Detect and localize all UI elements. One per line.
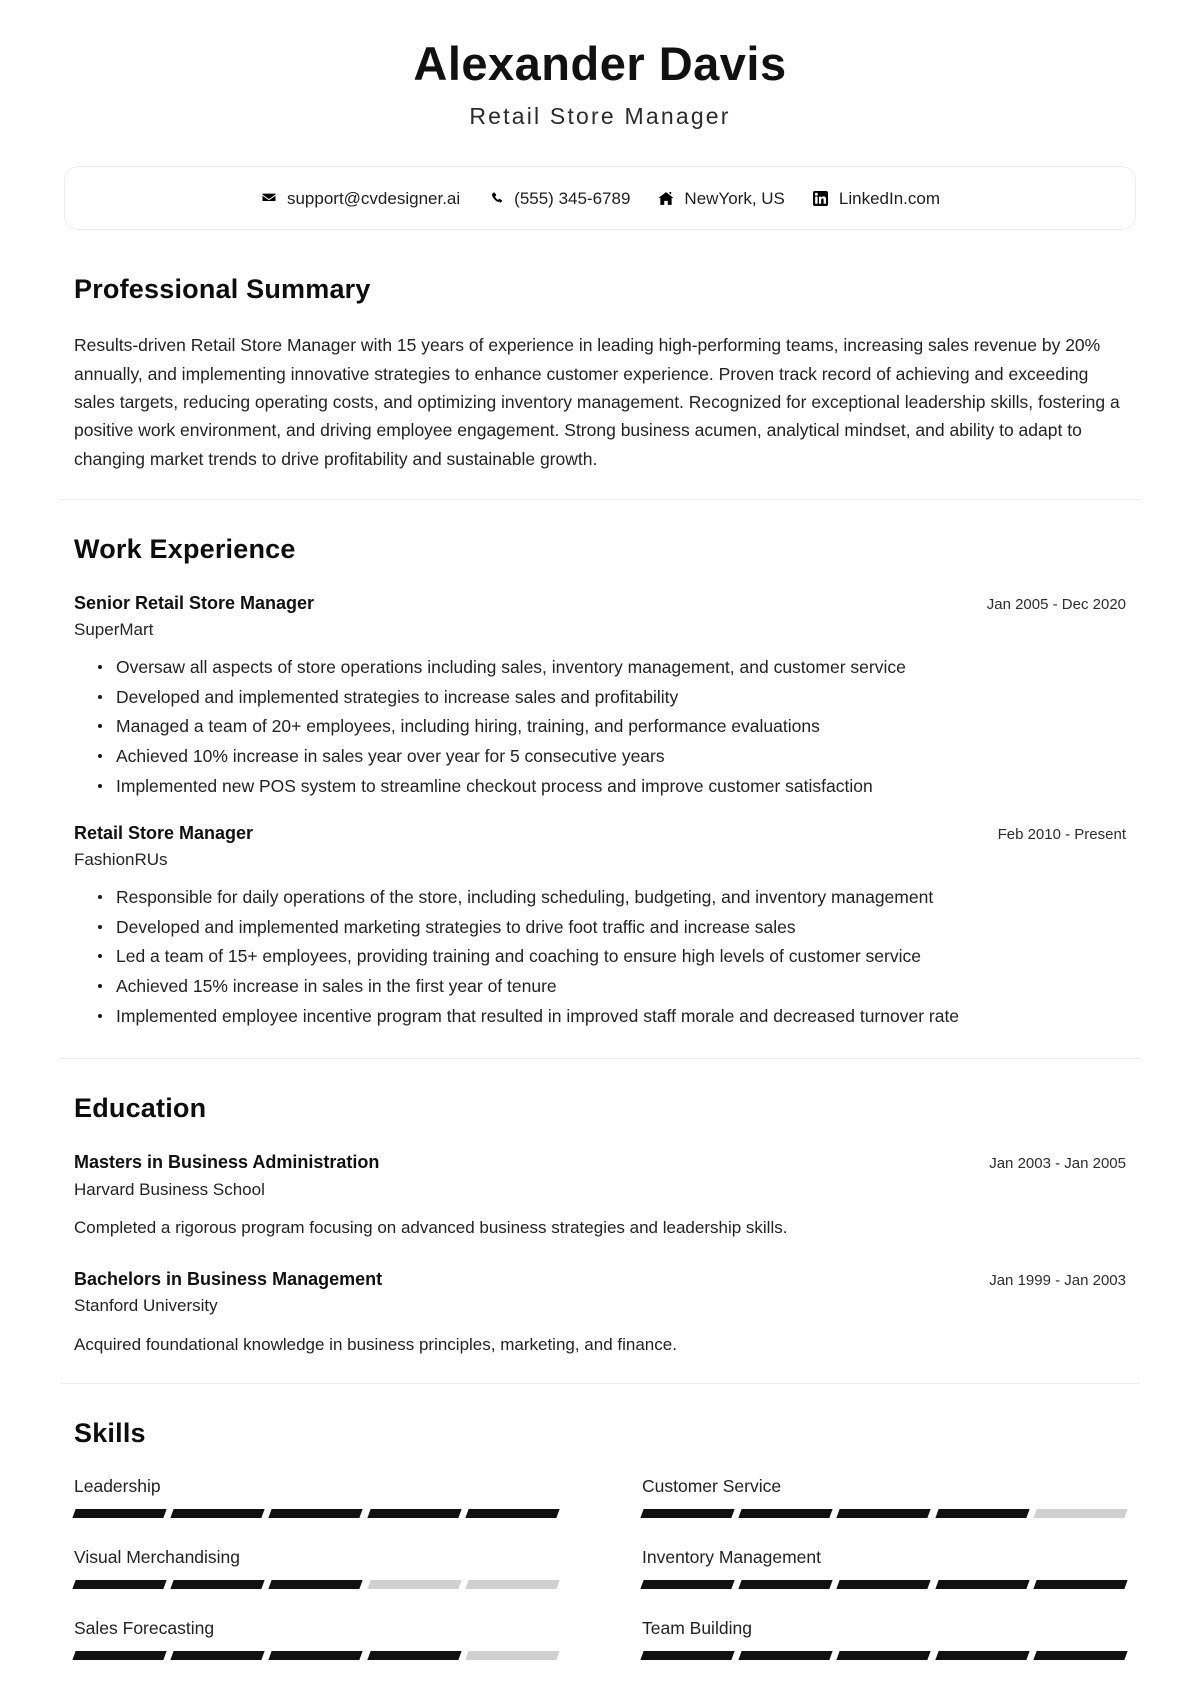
- candidate-job-title: Retail Store Manager: [469, 102, 731, 129]
- education-entry-list: [74, 1150, 1126, 1357]
- skill-item: [642, 1617, 1126, 1660]
- section-professional-summary: [60, 230, 1140, 499]
- skill-segment-filled: [837, 1509, 931, 1518]
- work-entry-role: Retail Store Manager: [74, 823, 254, 844]
- skill-segment-filled: [837, 1580, 931, 1589]
- skill-level-bar: [74, 1651, 558, 1660]
- section-title-work: Work Experience: [74, 533, 296, 564]
- skill-segment-filled: [739, 1651, 833, 1660]
- work-entry-date: Jan 2005 - Dec 2020: [986, 596, 1126, 614]
- work-entry-company: FashionRUs: [74, 850, 168, 870]
- skill-segment-filled: [367, 1509, 461, 1518]
- skill-segment-empty: [465, 1651, 559, 1660]
- skill-name: Visual Merchandising: [74, 1547, 241, 1568]
- section-work-experience: [60, 499, 1140, 1058]
- skill-item: [642, 1475, 1126, 1518]
- skill-name: Sales Forecasting: [74, 1617, 215, 1638]
- skill-segment-filled: [739, 1580, 833, 1589]
- work-bullet-item: Implemented employee incentive program that resulted in improved staff morale and decreased turnover rate: [114, 1003, 1126, 1030]
- contact-email-label: support@cvdesigner.ai: [286, 188, 461, 208]
- linkedin-icon: [812, 189, 830, 207]
- skill-level-bar: [642, 1580, 1126, 1589]
- education-entry-header: [74, 1150, 1126, 1174]
- skill-segment-filled: [739, 1509, 833, 1518]
- phone-icon: [487, 189, 505, 207]
- work-entry: [74, 591, 1126, 799]
- skill-segment-filled: [269, 1580, 363, 1589]
- skill-segment-filled: [72, 1509, 166, 1518]
- work-entry: [74, 821, 1126, 1029]
- skills-grid: [74, 1475, 1126, 1659]
- education-entry-degree: Bachelors in Business Management: [74, 1268, 383, 1289]
- contact-linkedin-label: LinkedIn.com: [838, 188, 941, 208]
- education-entry-header: [74, 1267, 1126, 1291]
- skill-name: Inventory Management: [642, 1547, 821, 1568]
- skill-level-bar: [74, 1509, 558, 1518]
- skill-item: [74, 1475, 558, 1518]
- contact-bar-wrap: [0, 166, 1200, 230]
- skill-segment-filled: [640, 1580, 734, 1589]
- skill-segment-empty: [465, 1580, 559, 1589]
- section-title-skills: Skills: [74, 1418, 146, 1449]
- skill-item: [74, 1546, 558, 1589]
- home-icon: [657, 189, 675, 207]
- education-entry: [74, 1150, 1126, 1241]
- section-title-education: Education: [74, 1093, 207, 1124]
- education-entry: [74, 1267, 1126, 1358]
- education-entry-date: Jan 1999 - Jan 2003: [989, 1271, 1126, 1289]
- work-entry-list: [74, 591, 1126, 1029]
- skill-segment-empty: [367, 1580, 461, 1589]
- work-entry-header: [74, 591, 1126, 615]
- skill-segment-filled: [640, 1651, 734, 1660]
- skill-level-bar: [642, 1509, 1126, 1518]
- work-bullet-item: Led a team of 15+ employees, providing training and coaching to ensure high levels of customer service: [114, 943, 1126, 970]
- skill-segment-filled: [935, 1651, 1029, 1660]
- education-entry-school: Harvard Business School: [74, 1179, 265, 1199]
- skill-segment-filled: [171, 1509, 265, 1518]
- contact-location[interactable]: [657, 189, 784, 207]
- education-entry-description: Completed a rigorous program focusing on advanced business strategies and leadership skills.: [74, 1218, 788, 1238]
- skill-name: Leadership: [74, 1476, 161, 1497]
- skill-segment-filled: [171, 1580, 265, 1589]
- work-entry-date: Feb 2010 - Present: [997, 826, 1126, 844]
- skill-segment-filled: [640, 1509, 734, 1518]
- section-skills: [60, 1383, 1140, 1685]
- work-bullet-item: Oversaw all aspects of store operations including sales, inventory management, and customer service: [114, 654, 1126, 681]
- section-education: [60, 1058, 1140, 1383]
- skill-segment-filled: [837, 1651, 931, 1660]
- work-bullet-item: Responsible for daily operations of the store, including scheduling, budgeting, and inventory management: [114, 884, 1126, 911]
- skill-segment-filled: [269, 1651, 363, 1660]
- skill-segment-filled: [935, 1509, 1029, 1518]
- skill-level-bar: [642, 1651, 1126, 1660]
- education-entry-school: Stanford University: [74, 1296, 218, 1316]
- skill-name: Customer Service: [642, 1476, 782, 1497]
- work-entry-role: Senior Retail Store Manager: [74, 593, 315, 614]
- contact-phone[interactable]: [487, 189, 630, 207]
- education-entry-date: Jan 2003 - Jan 2005: [989, 1155, 1126, 1173]
- skill-level-bar: [74, 1580, 558, 1589]
- skill-segment-filled: [72, 1580, 166, 1589]
- skill-segment-filled: [1033, 1580, 1127, 1589]
- skill-segment-filled: [465, 1509, 559, 1518]
- contact-location-label: NewYork, US: [684, 188, 785, 208]
- work-entry-bullets: [74, 884, 1126, 1029]
- envelope-icon: [260, 189, 278, 207]
- section-title-summary: Professional Summary: [74, 274, 371, 305]
- work-bullet-item: Developed and implemented strategies to increase sales and profitability: [114, 684, 1126, 711]
- skill-segment-filled: [1033, 1651, 1127, 1660]
- skill-name: Team Building: [642, 1617, 752, 1638]
- summary-text: Results-driven Retail Store Manager with 15 years of experience in leading high-performing teams, increasing sales revenue by 20% annually, and implementing innovative strategies to enhance customer experience. Proven track record of achieving and exceeding sales targets, reducing operating costs, and optimizing inventory management. Recognized for exceptional leadership skills, fostering a positive work environment, and driving employee engagement. Strong business acumen, analytical mindset, and ability to adapt to changing market trends to drive profitability and sustainable growth.: [74, 335, 1120, 469]
- skill-segment-filled: [935, 1580, 1029, 1589]
- work-bullet-item: Developed and implemented marketing strategies to drive foot traffic and increase sales: [114, 914, 1126, 941]
- contact-linkedin[interactable]: [812, 189, 940, 207]
- education-entry-degree: Masters in Business Administration: [74, 1152, 380, 1173]
- contact-bar: [64, 166, 1136, 230]
- work-bullet-item: Achieved 10% increase in sales year over year for 5 consecutive years: [114, 743, 1126, 770]
- education-entry-description: Acquired foundational knowledge in business principles, marketing, and finance.: [74, 1334, 677, 1354]
- skill-segment-filled: [269, 1509, 363, 1518]
- skill-segment-filled: [72, 1651, 166, 1660]
- skill-item: [642, 1546, 1126, 1589]
- skill-segment-filled: [367, 1651, 461, 1660]
- contact-phone-label: (555) 345-6789: [514, 188, 631, 208]
- contact-email[interactable]: [260, 189, 460, 207]
- work-bullet-item: Achieved 15% increase in sales in the first year of tenure: [114, 973, 1126, 1000]
- skill-segment-filled: [171, 1651, 265, 1660]
- resume-header: [0, 0, 1200, 160]
- work-bullet-item: Implemented new POS system to streamline checkout process and improve customer satisfaction: [114, 773, 1126, 800]
- skill-item: [74, 1617, 558, 1660]
- work-entry-bullets: [74, 654, 1126, 799]
- skill-segment-empty: [1033, 1509, 1127, 1518]
- work-entry-company: SuperMart: [74, 620, 154, 640]
- candidate-name: Alexander Davis: [413, 37, 787, 90]
- work-entry-header: [74, 821, 1126, 845]
- resume-body: [0, 230, 1200, 1685]
- work-bullet-item: Managed a team of 20+ employees, including hiring, training, and performance evaluations: [114, 713, 1126, 740]
